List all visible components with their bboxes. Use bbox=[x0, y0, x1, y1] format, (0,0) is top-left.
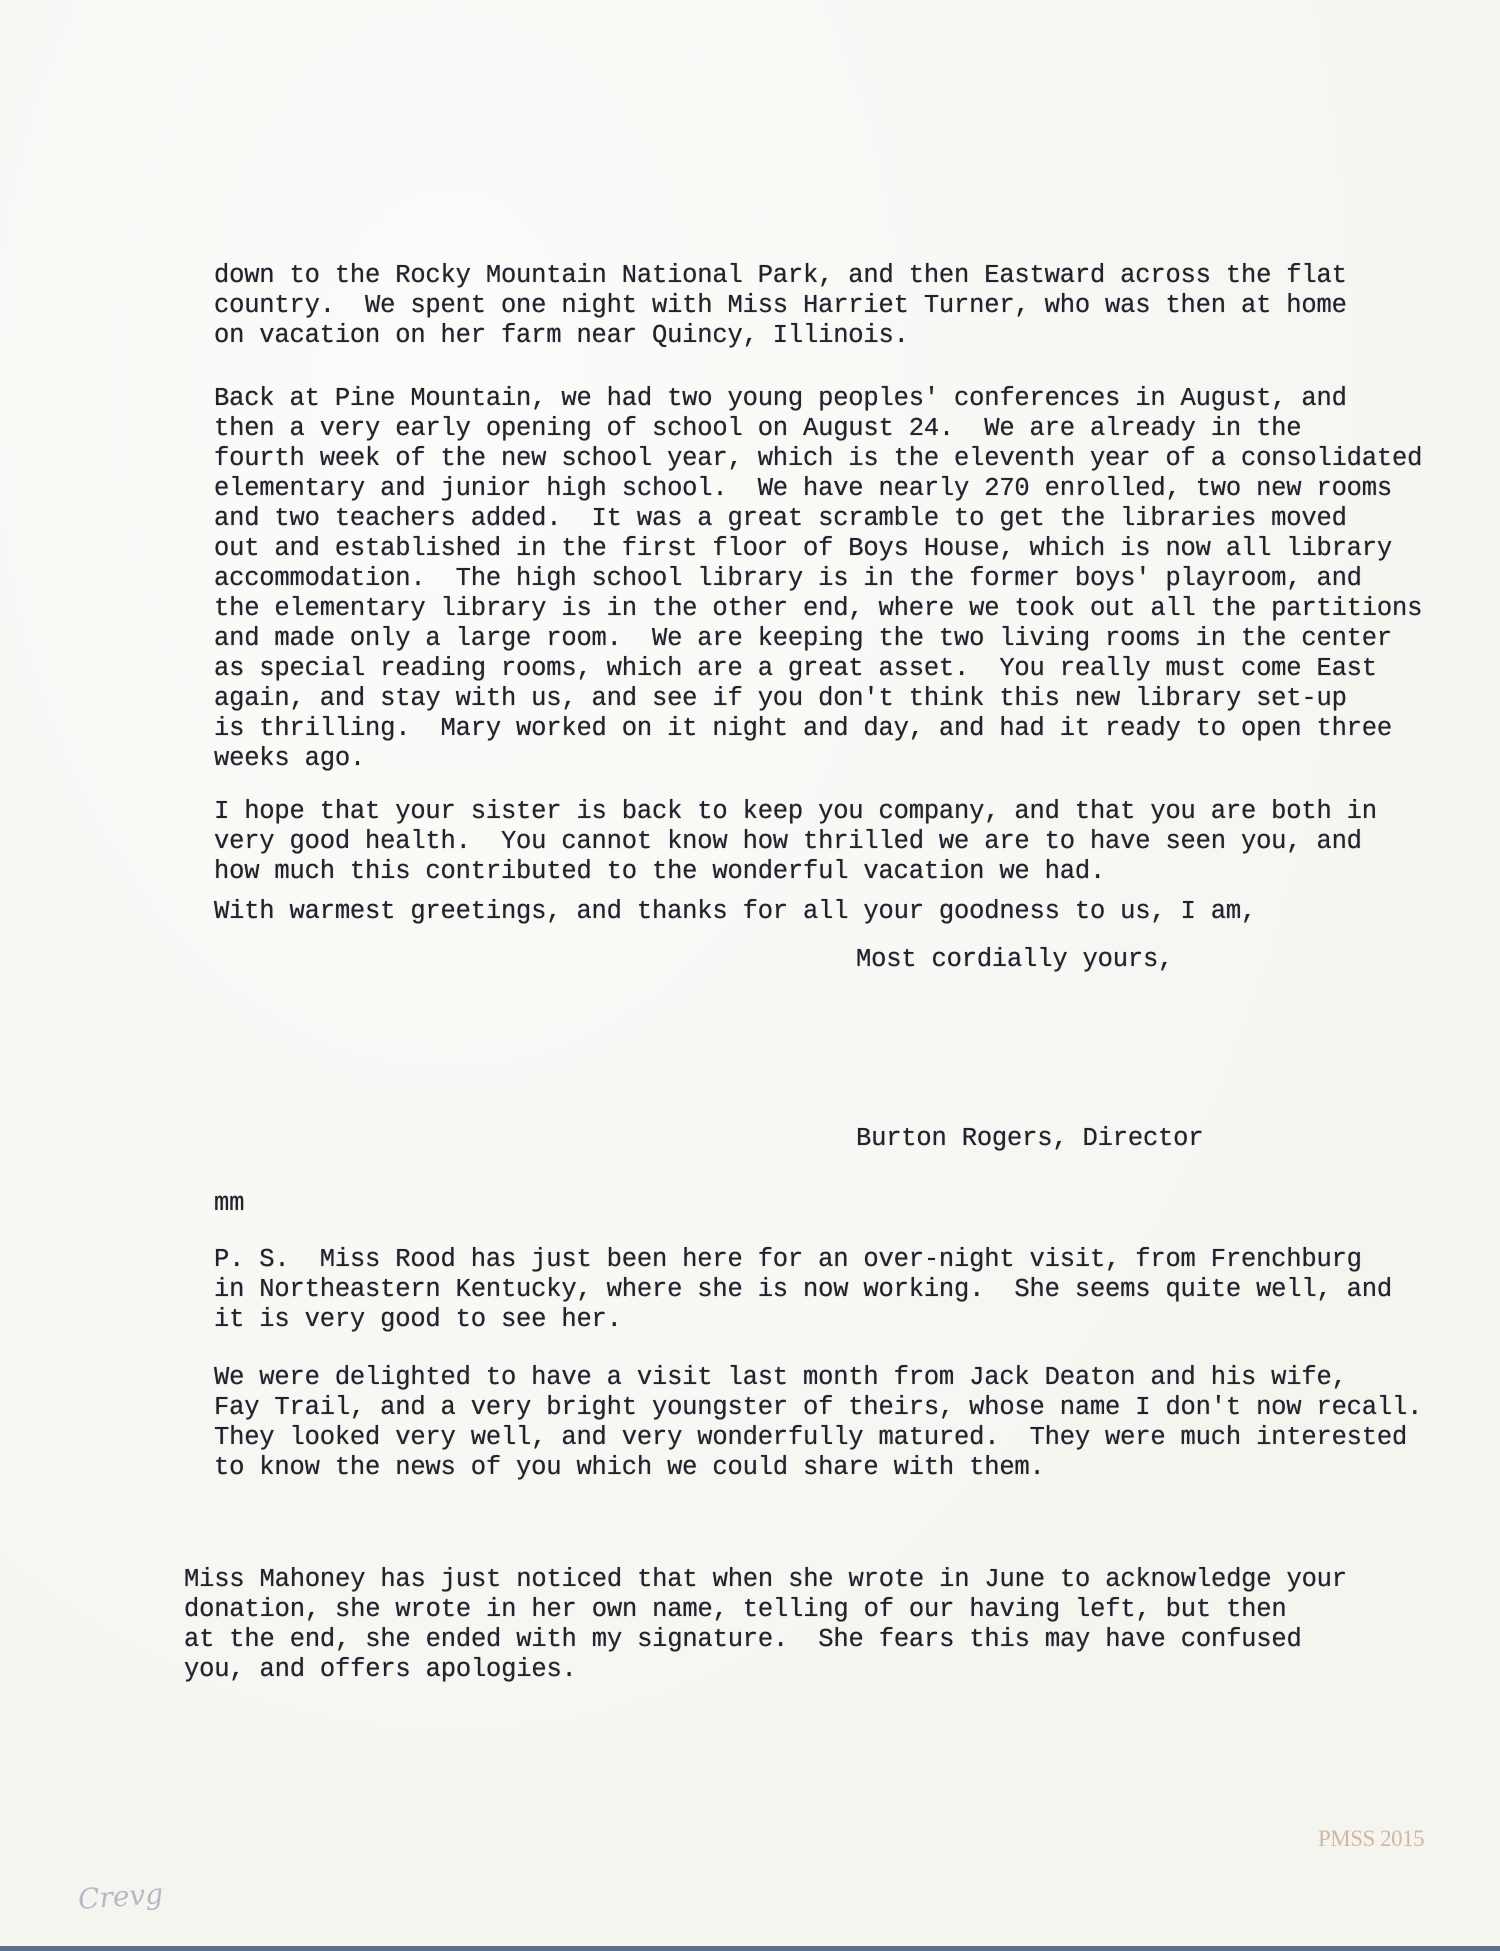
valediction: Most cordially yours, bbox=[856, 945, 1174, 974]
text-line: and made only a large room. We are keeping the two living rooms in the center bbox=[214, 624, 1392, 653]
text-line: on vacation on her farm near Quincy, Illinois. bbox=[214, 321, 909, 350]
text-line: donation, she wrote in her own name, telling of our having left, but then bbox=[184, 1595, 1287, 1624]
archive-watermark: PMSS 2015 bbox=[1318, 1826, 1425, 1851]
text-line: then a very early opening of school on August 24. We are already in the bbox=[214, 414, 1302, 443]
text-line: in Northeastern Kentucky, where she is now working. She seems quite well, and bbox=[214, 1275, 1392, 1304]
text-line: you, and offers apologies. bbox=[184, 1655, 577, 1684]
postscript bbox=[214, 1245, 1392, 1335]
text-line: accommodation. The high school library is in the former boys' playroom, and bbox=[214, 564, 1362, 593]
text-line: again, and stay with us, and see if you don't think this new library set-up bbox=[214, 684, 1347, 713]
typist-initials: mm bbox=[214, 1189, 245, 1218]
paragraph-travel bbox=[214, 261, 1347, 351]
signature: Burton Rogers, Director bbox=[856, 1124, 1204, 1153]
text-line: the elementary library is in the other end, where we took out all the partitions bbox=[214, 594, 1423, 623]
text-line: Fay Trail, and a very bright youngster of theirs, whose name I don't now recall. bbox=[214, 1393, 1423, 1422]
text-line: weeks ago. bbox=[214, 744, 366, 773]
text-line: as special reading rooms, which are a great asset. You really must come East bbox=[214, 654, 1377, 683]
paragraph-deaton bbox=[214, 1363, 1422, 1483]
text-line: out and established in the first floor of Boys House, which is now all library bbox=[214, 534, 1392, 563]
text-line: to know the news of you which we could share with them. bbox=[214, 1453, 1045, 1482]
text-line: P. S. Miss Rood has just been here for an over-night visit, from Frenchburg bbox=[214, 1245, 1362, 1274]
text-line: and two teachers added. It was a great scramble to get the libraries moved bbox=[214, 504, 1347, 533]
text-line: it is very good to see her. bbox=[214, 1305, 622, 1334]
pencil-note: Crevg bbox=[76, 1877, 165, 1916]
text-line: Miss Mahoney has just noticed that when she wrote in June to acknowledge your bbox=[184, 1565, 1347, 1594]
text-line: They looked very well, and very wonderfully matured. They were much interested bbox=[214, 1423, 1408, 1452]
text-line: is thrilling. Mary worked on it night and day, and had it ready to open three bbox=[214, 714, 1392, 743]
text-line: Back at Pine Mountain, we had two young peoples' conferences in August, and bbox=[214, 384, 1347, 413]
paragraph-hope bbox=[214, 797, 1377, 887]
text-line: country. We spent one night with Miss Harriet Turner, who was then at home bbox=[214, 291, 1347, 320]
paragraph-mahoney bbox=[184, 1565, 1347, 1685]
paragraph-school bbox=[214, 384, 1422, 774]
closing-line: With warmest greetings, and thanks for all your goodness to us, I am, bbox=[214, 897, 1257, 926]
text-line: I hope that your sister is back to keep you company, and that you are both in bbox=[214, 797, 1377, 826]
text-line: down to the Rocky Mountain National Park, and then Eastward across the flat bbox=[214, 261, 1347, 290]
text-line: how much this contributed to the wonderful vacation we had. bbox=[214, 857, 1106, 886]
text-line: We were delighted to have a visit last month from Jack Deaton and his wife, bbox=[214, 1363, 1347, 1392]
text-line: very good health. You cannot know how thrilled we are to have seen you, and bbox=[214, 827, 1362, 856]
text-line: fourth week of the new school year, which is the eleventh year of a consolidated bbox=[214, 444, 1423, 473]
scan-edge bbox=[0, 1946, 1500, 1951]
text-line: at the end, she ended with my signature. She fears this may have confused bbox=[184, 1625, 1302, 1654]
text-line: elementary and junior high school. We have nearly 270 enrolled, two new rooms bbox=[214, 474, 1392, 503]
